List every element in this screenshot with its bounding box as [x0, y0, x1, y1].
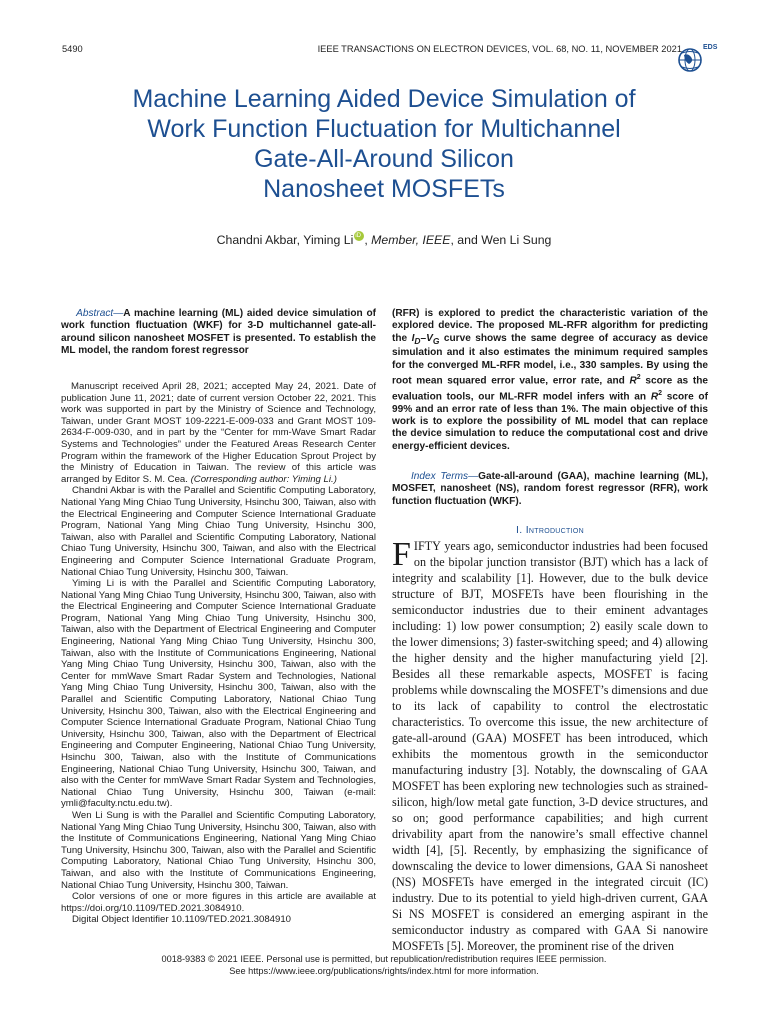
- index-terms-label: Index Terms: [410, 471, 469, 482]
- section-title: Introduction: [525, 524, 584, 536]
- introduction-text: [392, 538, 708, 954]
- curve-v: V: [426, 332, 433, 344]
- section-heading: [392, 524, 708, 536]
- abstract-label: Abstract: [76, 308, 114, 319]
- index-terms-text: Gate-all-around (GAA), machine learning (ML), MOSFET, nanosheet (NS), random forest regressor (RFR), work function fluctuation (WKF).: [392, 471, 708, 507]
- intro-paragraph: years ago, semiconductor industries had been focused on the bipolar junction transistor (BJT) which has a lack of integrity and scalability [1]. However, due to the bulk device structure of BJT, MOSFETs have been flourishing in the semiconductor industries due to their eminent advantages including: 1) low power consumption; 2) easily scale down to the lower dimensions; 3) faster-switching speed; and 4) allowing the higher density and the higher manufacturing yield [2]. Besides all these remarkable aspects, MOSFET is facing problems while downscaling the MOSFET’s dimensions and due to its lack of capability to control the electrostatic characteristics. To overcome this issue, the new architecture of gate-all-around (GAA) MOSFET has been introduced, which exhibits the momentous growth in the semiconductor manufacturing industry [3]. Notably, the downscaling of GAA MOSFET has been exploring new technologies such as strained-silicon, high/low metal gate function, 3-D device structures, and so on; good performance capabilities; and high current drivability apart from the nanowire’s small effective channel width [4], [5]. Recently, by emphasizing the significance of downscaling the device to lower dimensions, GAA Si nanosheet (NS) MOSFETs have emerged in the integrated circuit (IC) industry. Due to its potential to yield high-driven current, GAA Si NS MOSFET is considered an emerging aspirant in the semiconductor industry as compared with GAA Si nanowire MOSFETs [5]. Moreover, the prominent rise of the driven: [392, 539, 708, 953]
- r-squared-exp-2: 2: [658, 389, 663, 397]
- paper-title: [60, 84, 708, 204]
- section-numeral: I.: [516, 524, 523, 536]
- rights-link-line: See https://www.ieee.org/publications/rights/index.html for more information.: [229, 966, 539, 976]
- index-terms: Index Terms—Gate-all-around (GAA), machine learning (ML), MOSFET, nanosheet (NS), random forest regressor (RFR), work function fluctuation (WKF).: [392, 471, 708, 507]
- author-names-rest: , and Wen Li Sung: [450, 233, 552, 247]
- affiliation-li: Yiming Li is with the Parallel and Scientific Computing Laboratory, National Yang Ming Chiao Tung University, Hsinchu 300, Taiwan, also with the Electrical Engineering and Computer Science International Graduate Program, National Yang Ming Chiao Tung University, Hsinchu 300, Taiwan, also with the Department of Electrical Engineering and Computer Engineering, National Yang Ming Chiao Tung University, Hsinchu 300, Taiwan, also with the Institute of Communications Engineering, National Yang Ming Chiao Tung University, Hsinchu 300, Taiwan, also with the Center for mmWave Smart Radar System and Technologies, National Yang Ming Chiao Tung University, Hsinchu 300, Taiwan, also with the Parallel and Scientific Computing Laboratory, National Chiao Tung University, Hsinchu 300, Taiwan, also with the Electrical Engineering and Computer Science International Graduate Program, National Chiao Tung University, Hsinchu 300, Taiwan, also with the Department of Electrical Engineering and Computer Engineering, National Chiao Tung University, Hsinchu 300, Taiwan, also with the Institute of Communications Engineering, National Chiao Tung University, Hsinchu 300, Taiwan, and also with the Center for mmWave Smart Radar System and Technologies, National Chiao Tung University, Hsinchu 300, Taiwan (e-mail: ymli@faculty.nctu.edu.tw).: [61, 578, 376, 810]
- curve-g: G: [432, 335, 440, 346]
- r-squared-letter-2: R: [650, 391, 659, 403]
- title-line: Gate-All-Around Silicon: [254, 145, 514, 173]
- manuscript-note: Manuscript received April 28, 2021; accepted May 24, 2021. Date of publication June 11, 2021; date of current version October 22, 2021. This work was supported in part by the Ministry of Science and Technology, Taiwan, under Grant MOST 109-2221-E-009-033 and Grant MOST 109-2634-F-009-030, and in part by the “Center for mm-Wave Smart Radar Systems and Technologies” under the Featured Areas Research Center Program within the framework of the Higher Education Sprout Project by the Ministry of Education in Taiwan. The review of this article was arranged by Editor S. M. Cea. (Corresponding author: Yiming Li.): [61, 381, 376, 485]
- r-squared-exp: 2: [636, 374, 641, 382]
- logo-letter-e: EDS: [703, 44, 718, 51]
- title-line: Nanosheet MOSFETs: [263, 175, 505, 203]
- member-ieee: Member, IEEE: [371, 233, 451, 247]
- abstract-right: (RFR) is explored to predict the characteristic variation of the explored device. The proposed ML-RFR algorithm for predicting the $I_D-V_G$ curve shows the same degree of accuracy as device simulation and it also estimates the minimum required samples for the converged ML-RFR model, i.e., 330 samples. By using the root mean squared error value, error rate, and $R^2$ score as the evaluation tools, our ML-RFR model infers with an $R^2$ score of 99% and an error rate of less than 1%. The main objective of this work is to explore the possibility of ML model that can replace the device simulation to reduce the computational cost and drive energy-efficient devices.: [392, 308, 708, 452]
- title-line: Work Function Fluctuation for Multichannel: [147, 115, 621, 143]
- running-header: [62, 44, 706, 58]
- curve-i: I: [411, 332, 415, 344]
- title-line: Machine Learning Aided Device Simulation of: [132, 85, 636, 113]
- orcid-icon[interactable]: [354, 231, 364, 241]
- footnotes: [61, 381, 376, 926]
- color-note: Color versions of one or more figures in this article are available at https://doi.org/10.1109/TED.2021.3084910.: [61, 891, 376, 914]
- author-names: Chandni Akbar, Yiming Li: [216, 233, 354, 247]
- page-number: 5490: [62, 44, 83, 54]
- affiliation-sung: Wen Li Sung is with the Parallel and Scientific Computing Laboratory, National Yang Ming Chiao Tung University, Hsinchu 300, Taiwan, also with the Institute of Communications Engineering, National Yang Ming Chiao Tung University, Hsinchu 300, Taiwan, also with the Parallel and Scientific Computing Laboratory, National Chiao Tung University, Hsinchu 300, Taiwan, and also with the Institute of Communications Engineering, National Chiao Tung University, Hsinchu 300, Taiwan.: [61, 809, 376, 891]
- abstract-left: Abstract—A machine learning (ML) aided device simulation of work function fluctuation (WKF) for 3-D multichannel gate-all-around silicon nanosheet MOSFET is presented. To establish the ML model, the random forest regressor: [61, 308, 377, 357]
- first-word: IFTY: [413, 539, 441, 553]
- affiliation-akbar: Chandni Akbar is with the Parallel and Scientific Computing Laboratory, National Yang Ming Chiao Tung University, Hsinchu 300, Taiwan, also with the Electrical Engineering and Computer Science International Graduate Program, National Yang Ming Chiao Tung University, Hsinchu 300, Taiwan, also with Parallel and Scientific Computing Laboratory, National Chiao Tung University, Hsinchu 300, Taiwan, and also with the Electrical Engineering and Computer Science International Graduate Program, National Chiao Tung University, Hsinchu 300, Taiwan.: [61, 485, 376, 578]
- curve-dash: –: [420, 332, 427, 344]
- eds-globe-logo-icon: [676, 40, 718, 78]
- author-separator: ,: [364, 233, 372, 247]
- author-line: [60, 231, 708, 247]
- copyright-footer: [60, 953, 708, 977]
- copyright-line: 0018-9383 © 2021 IEEE. Personal use is permitted, but republication/redistribution requires IEEE permission.: [161, 954, 607, 964]
- doi-note: Digital Object Identifier 10.1109/TED.2021.3084910: [72, 914, 292, 926]
- curve-d: D: [414, 335, 421, 346]
- drop-cap: F: [392, 536, 411, 573]
- corresponding-author: (Corresponding author: Yiming Li.): [190, 473, 337, 485]
- journal-header: IEEE TRANSACTIONS ON ELECTRON DEVICES, VOL. 68, NO. 11, NOVEMBER 2021: [317, 44, 682, 54]
- abstract-text-left: A machine learning (ML) aided device simulation of work function fluctuation (WKF) for 3-D multichannel gate-all-around silicon nanosheet MOSFET is presented. To establish the ML model, the random forest regressor: [61, 308, 377, 357]
- r-squared-letter: R: [629, 375, 637, 387]
